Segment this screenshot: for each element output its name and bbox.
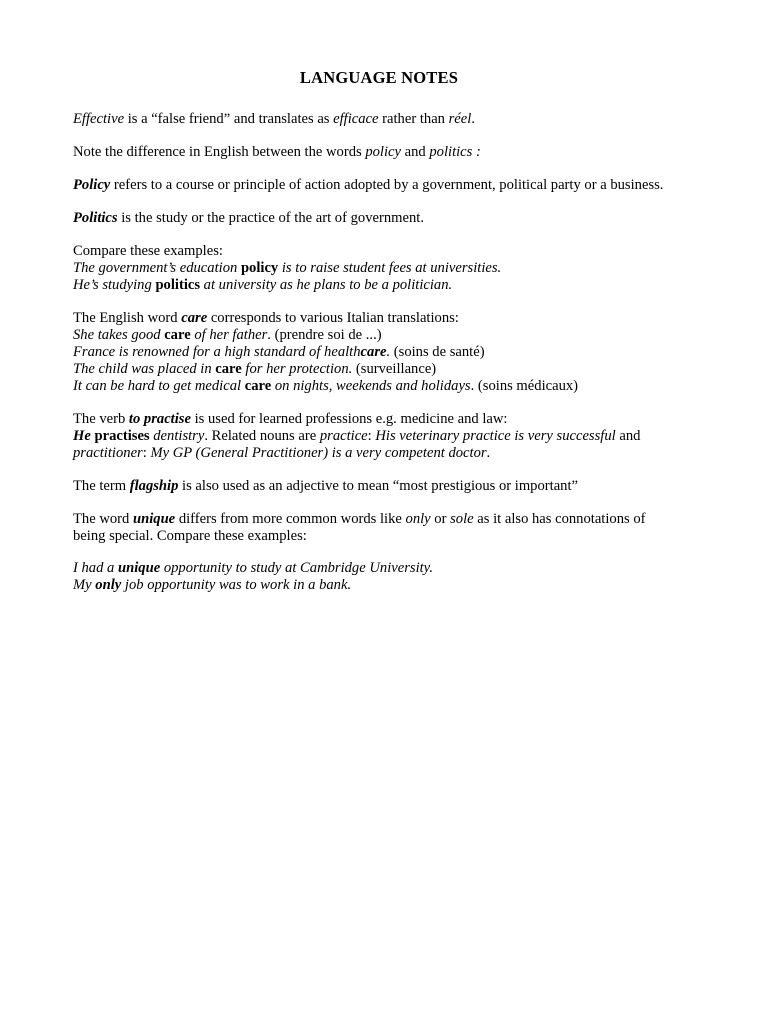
italic-term: politics (429, 144, 473, 160)
paragraph-policy-politics-intro (73, 144, 693, 161)
translation-text: (soins de santé) (390, 344, 485, 360)
example-line (73, 560, 693, 577)
translation-text: . (prendre soi de ...) (267, 327, 382, 343)
text-span: . (471, 111, 475, 127)
paragraph-practise (73, 411, 693, 462)
text-span: The English word (73, 310, 182, 326)
example-text: I had a (73, 560, 118, 576)
italic-term: efficace (333, 111, 379, 127)
text-span: differs from more common words like (175, 511, 406, 527)
example-text: She takes good (73, 327, 165, 343)
bold-term: policy (240, 260, 279, 276)
text-span: is the study or the practice of the art of government. (117, 210, 424, 226)
text-line (73, 411, 693, 428)
paragraph-policy-definition (73, 177, 693, 194)
text-span: and (615, 428, 641, 444)
paragraph-false-friend (73, 111, 693, 128)
example-line (73, 344, 693, 361)
text-line (73, 478, 693, 495)
bold-italic-term: unique (132, 511, 176, 527)
paragraph-compare-policy-politics (73, 243, 693, 294)
page-title: LANGUAGE NOTES (299, 68, 459, 87)
example-text: of her father (190, 327, 268, 343)
text-span: is a “false friend” and translates as (124, 111, 334, 127)
translation-text: . (soins médicaux) (470, 378, 579, 394)
example-text: My GP (General Practitioner) is a very competent doctor (150, 445, 487, 461)
text-line (73, 144, 693, 161)
example-line (73, 327, 693, 344)
bold-italic-term: He (73, 428, 95, 444)
bold-term: care (244, 378, 272, 394)
bold-italic-term: flagship (129, 478, 179, 494)
text-line (73, 210, 693, 227)
text-span: or (430, 511, 451, 527)
example-text: on nights, weekends and holidays (271, 378, 471, 394)
example-text: The government’s education (73, 260, 241, 276)
example-line (73, 277, 693, 294)
text-line (73, 310, 693, 327)
text-span: corresponds to various Italian translations: (207, 310, 459, 326)
italic-term: only (405, 511, 431, 527)
example-line (73, 577, 693, 594)
example-line (73, 361, 693, 378)
example-text: My (73, 577, 96, 593)
italic-term: réel (448, 111, 472, 127)
italic-term: Effective (73, 111, 125, 127)
bold-italic-term: Politics (73, 210, 118, 226)
text-span: as it also has connotations of (473, 511, 646, 527)
italic-term: sole (450, 511, 474, 527)
italic-term: practice (319, 428, 368, 444)
example-text: The child was placed in (73, 361, 216, 377)
example-text: It can be hard to get medical (73, 378, 245, 394)
example-line (73, 378, 693, 395)
bold-italic-term: only (95, 577, 122, 593)
text-line: Compare these examples: (73, 243, 223, 259)
example-text: His veterinary practice is very successful (375, 428, 616, 444)
text-span: : (472, 144, 481, 160)
bold-italic-term: care (181, 310, 208, 326)
text-line (73, 111, 693, 128)
text-line: being special. Compare these examples: (73, 528, 307, 544)
example-text: job opportunity was to work in a bank. (121, 577, 352, 593)
paragraph-flagship (73, 478, 693, 495)
text-span: rather than (378, 111, 449, 127)
translation-text: (surveillance) (352, 361, 437, 377)
paragraph-unique-examples (73, 560, 693, 594)
paragraph-unique (73, 511, 693, 545)
bold-italic-term: unique (118, 560, 161, 576)
text-line (73, 177, 693, 194)
example-text: He’s studying (73, 277, 156, 293)
bold-term: care (215, 361, 242, 377)
document-page (73, 68, 693, 610)
text-span: The term (73, 478, 130, 494)
text-span: The word (73, 511, 133, 527)
example-text: dentistry (149, 428, 205, 444)
text-span: The verb (73, 411, 129, 427)
paragraph-politics-definition (73, 210, 693, 227)
bold-italic-term: care (360, 344, 387, 360)
paragraph-care (73, 310, 693, 395)
example-line (73, 445, 693, 462)
bold-italic-term: Policy (73, 177, 111, 193)
text-span: is used for learned professions e.g. medicine and law: (190, 411, 508, 427)
bold-term: practises (94, 428, 150, 444)
example-text: is to raise student fees at universities. (278, 260, 502, 276)
text-span: refers to a course or principle of action adopted by a government, political party or a business. (110, 177, 664, 193)
example-text: France is renowned for a high standard of health (73, 344, 361, 360)
text-span: is also used as an adjective to mean “most prestigious or important” (178, 478, 579, 494)
bold-term: politics (155, 277, 201, 293)
example-line (73, 428, 693, 445)
text-span: . (486, 445, 491, 461)
example-line (73, 260, 693, 277)
example-text: opportunity to study at Cambridge University. (160, 560, 433, 576)
text-span: : (367, 428, 376, 444)
bold-term: care (164, 327, 191, 343)
example-text: . (386, 344, 391, 360)
text-span: Note the difference in English between the words (73, 144, 366, 160)
text-span: . Related nouns are (204, 428, 320, 444)
text-line (73, 511, 693, 528)
example-text: for her protection. (241, 361, 353, 377)
text-span: and (401, 144, 430, 160)
italic-term: practitioner (73, 445, 143, 461)
text-span: : (142, 445, 151, 461)
example-text: at university as he plans to be a politician. (200, 277, 453, 293)
bold-italic-term: to practise (128, 411, 191, 427)
italic-term: policy (365, 144, 401, 160)
